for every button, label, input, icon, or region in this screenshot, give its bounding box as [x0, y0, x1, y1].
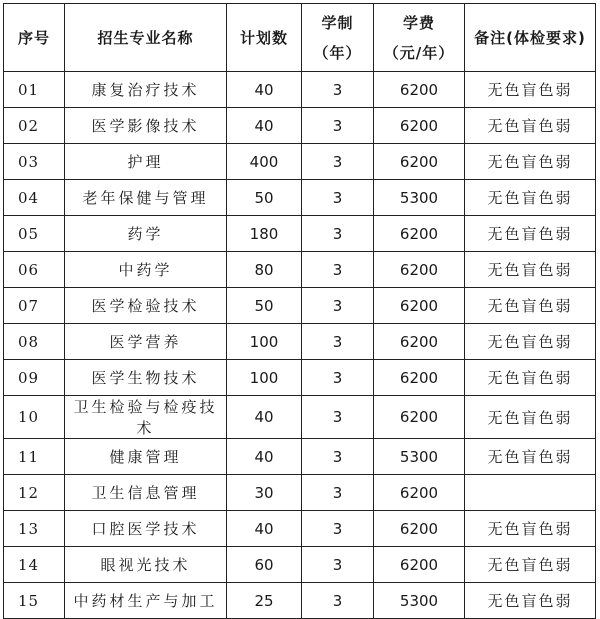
header-duration	[302, 4, 374, 72]
cell-duration: 3	[302, 288, 374, 324]
cell-no: 08	[4, 324, 65, 360]
table-row	[4, 144, 596, 180]
cell-remark: 无色盲色弱	[465, 324, 596, 360]
table-row	[4, 180, 596, 216]
cell-major: 眼视光技术	[65, 547, 227, 583]
cell-fee: 6200	[374, 475, 465, 511]
cell-remark: 无色盲色弱	[465, 180, 596, 216]
table-row	[4, 252, 596, 288]
cell-fee: 6200	[374, 511, 465, 547]
table-row	[4, 72, 596, 108]
cell-no: 05	[4, 216, 65, 252]
table-row	[4, 475, 596, 511]
cell-duration: 3	[302, 216, 374, 252]
cell-no: 04	[4, 180, 65, 216]
cell-duration: 3	[302, 108, 374, 144]
cell-major: 医学检验技术	[65, 288, 227, 324]
header-duration-line2: （年）	[313, 43, 362, 62]
cell-remark: 无色盲色弱	[465, 72, 596, 108]
cell-plan: 400	[227, 144, 302, 180]
table-body	[4, 72, 596, 619]
cell-plan: 25	[227, 583, 302, 619]
cell-duration: 3	[302, 360, 374, 396]
cell-major: 医学营养	[65, 324, 227, 360]
cell-plan: 40	[227, 439, 302, 475]
cell-duration: 3	[302, 180, 374, 216]
cell-fee: 6200	[374, 396, 465, 439]
cell-remark: 无色盲色弱	[465, 360, 596, 396]
cell-fee: 6200	[374, 216, 465, 252]
header-major: 招生专业名称	[65, 4, 227, 72]
admissions-table	[3, 3, 596, 619]
cell-remark: 无色盲色弱	[465, 216, 596, 252]
cell-major: 健康管理	[65, 439, 227, 475]
cell-remark: 无色盲色弱	[465, 583, 596, 619]
table-row	[4, 511, 596, 547]
cell-duration: 3	[302, 72, 374, 108]
cell-no: 01	[4, 72, 65, 108]
header-duration-line1: 学制	[321, 13, 354, 32]
cell-remark: 无色盲色弱	[465, 288, 596, 324]
header-row	[4, 4, 596, 72]
cell-duration: 3	[302, 547, 374, 583]
table-row	[4, 288, 596, 324]
cell-fee: 6200	[374, 360, 465, 396]
cell-fee: 6200	[374, 252, 465, 288]
table-header	[4, 4, 596, 72]
cell-duration: 3	[302, 475, 374, 511]
cell-remark: 无色盲色弱	[465, 108, 596, 144]
table-row	[4, 439, 596, 475]
cell-duration: 3	[302, 324, 374, 360]
cell-duration: 3	[302, 439, 374, 475]
cell-remark: 无色盲色弱	[465, 396, 596, 439]
cell-no: 09	[4, 360, 65, 396]
cell-fee: 5300	[374, 180, 465, 216]
cell-major: 医学生物技术	[65, 360, 227, 396]
header-no: 序号	[4, 4, 65, 72]
cell-remark: 无色盲色弱	[465, 547, 596, 583]
cell-plan: 40	[227, 72, 302, 108]
cell-duration: 3	[302, 252, 374, 288]
cell-plan: 180	[227, 216, 302, 252]
cell-plan: 60	[227, 547, 302, 583]
cell-remark: 无色盲色弱	[465, 511, 596, 547]
cell-no: 07	[4, 288, 65, 324]
table-row	[4, 547, 596, 583]
cell-no: 13	[4, 511, 65, 547]
cell-no: 14	[4, 547, 65, 583]
cell-fee: 6200	[374, 547, 465, 583]
cell-fee: 6200	[374, 72, 465, 108]
cell-no: 11	[4, 439, 65, 475]
cell-plan: 30	[227, 475, 302, 511]
cell-remark: 无色盲色弱	[465, 252, 596, 288]
cell-major: 医学影像技术	[65, 108, 227, 144]
cell-remark: 无色盲色弱	[465, 144, 596, 180]
cell-fee: 6200	[374, 324, 465, 360]
cell-plan: 40	[227, 396, 302, 439]
cell-fee: 6200	[374, 144, 465, 180]
cell-remark	[465, 475, 596, 511]
cell-major: 护理	[65, 144, 227, 180]
header-plan: 计划数	[227, 4, 302, 72]
cell-fee: 6200	[374, 108, 465, 144]
cell-fee: 6200	[374, 288, 465, 324]
table-row	[4, 583, 596, 619]
header-fee-line1: 学费	[402, 13, 435, 32]
cell-major: 口腔医学技术	[65, 511, 227, 547]
cell-plan: 40	[227, 511, 302, 547]
cell-plan: 50	[227, 180, 302, 216]
cell-fee: 5300	[374, 583, 465, 619]
cell-major: 卫生信息管理	[65, 475, 227, 511]
cell-fee: 5300	[374, 439, 465, 475]
cell-major: 康复治疗技术	[65, 72, 227, 108]
cell-duration: 3	[302, 144, 374, 180]
cell-no: 10	[4, 396, 65, 439]
cell-major: 卫生检验与检疫技术	[65, 396, 227, 439]
cell-no: 06	[4, 252, 65, 288]
cell-major: 中药学	[65, 252, 227, 288]
cell-plan: 100	[227, 360, 302, 396]
cell-major: 中药材生产与加工	[65, 583, 227, 619]
cell-plan: 50	[227, 288, 302, 324]
cell-no: 15	[4, 583, 65, 619]
table-row	[4, 216, 596, 252]
header-remark: 备注(体检要求)	[465, 4, 596, 72]
table-row	[4, 324, 596, 360]
cell-remark: 无色盲色弱	[465, 439, 596, 475]
cell-duration: 3	[302, 511, 374, 547]
cell-no: 12	[4, 475, 65, 511]
header-fee	[374, 4, 465, 72]
header-fee-line2: （元/年）	[383, 43, 455, 62]
cell-plan: 100	[227, 324, 302, 360]
cell-no: 02	[4, 108, 65, 144]
cell-plan: 80	[227, 252, 302, 288]
cell-plan: 40	[227, 108, 302, 144]
cell-major: 药学	[65, 216, 227, 252]
cell-major: 老年保健与管理	[65, 180, 227, 216]
cell-duration: 3	[302, 583, 374, 619]
table-row	[4, 360, 596, 396]
cell-no: 03	[4, 144, 65, 180]
cell-duration: 3	[302, 396, 374, 439]
table-row	[4, 396, 596, 439]
admissions-table-container	[3, 3, 595, 611]
table-row	[4, 108, 596, 144]
